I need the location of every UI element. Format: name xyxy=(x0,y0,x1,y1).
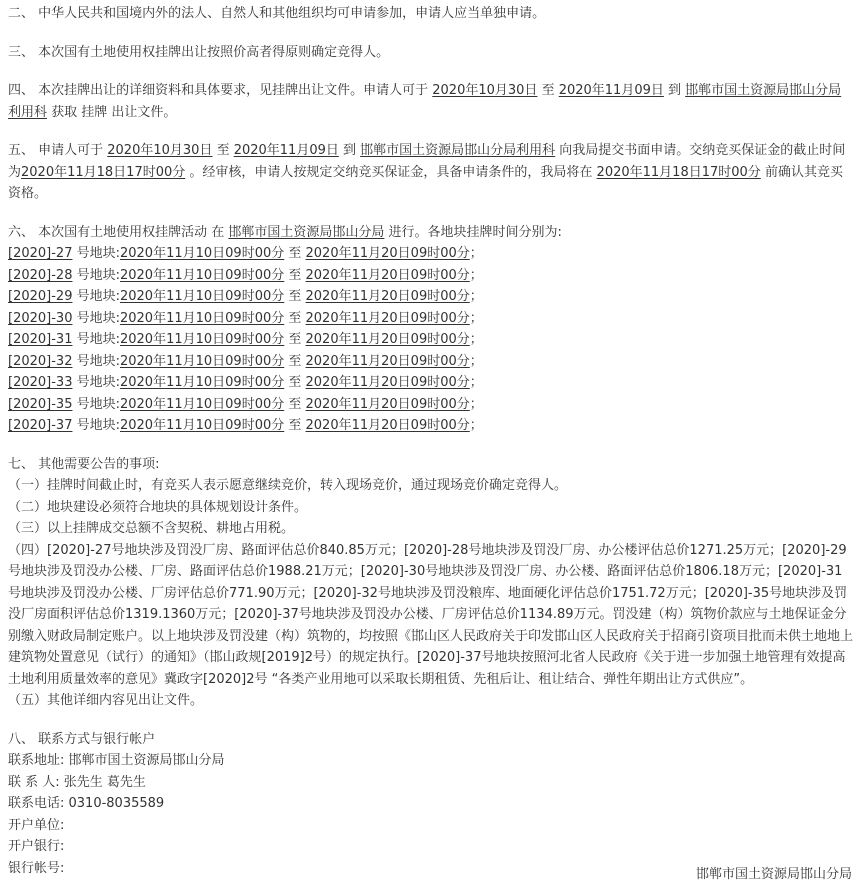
lot-start-time: 2020年11月10日09时00分 xyxy=(119,267,285,283)
section-5-tail: 前确认其竞买资格。 xyxy=(8,164,843,201)
other-item-1: （一）挂牌时间截止时，有竞买人表示愿意继续竞价，转入现场竞价，通过现场竞价确定竞得人。 xyxy=(8,478,568,493)
contact-person-value: 张先生 葛先生 xyxy=(63,774,146,790)
lot-end-mark: ； xyxy=(469,418,483,433)
contact-phone-label: 联系电话: xyxy=(8,796,69,811)
lot-end-mark: ； xyxy=(469,396,483,412)
section-4-tail: 获取 挂牌 出让文件。 xyxy=(47,104,177,120)
other-item-2: （二）地块建设必须符合地块的具体规划设计条件。 xyxy=(8,499,308,515)
list-item xyxy=(8,415,853,437)
section-5-review-text: 。经审核，申请人按规定交纳竞买保证金，具备申请条件的，我局将在 xyxy=(185,164,597,180)
lot-id: [2020]-33 xyxy=(8,375,73,390)
connector-text: 至 xyxy=(284,353,306,369)
lot-end-mark: ； xyxy=(469,353,483,369)
list-item xyxy=(8,351,853,373)
lot-end-mark: ； xyxy=(469,289,483,304)
lot-id: [2020]-27 xyxy=(8,246,73,261)
section-7 xyxy=(8,454,853,712)
application-end-date: 2020年11月09日 xyxy=(233,143,339,158)
lot-suffix: 号地块: xyxy=(72,310,120,326)
connector-text: 至 xyxy=(284,332,306,347)
lot-end-time: 2020年11月20日09时00分 xyxy=(305,332,470,347)
contact-person-label: 联 系 人: xyxy=(8,774,64,790)
connector-text: 至 xyxy=(284,418,306,433)
list-item xyxy=(8,329,853,351)
section-3 xyxy=(8,42,853,64)
connector-text: 至 xyxy=(284,310,306,326)
lot-start-time: 2020年11月10日09时00分 xyxy=(119,246,285,261)
lot-end-mark: ； xyxy=(469,332,483,347)
lot-id: [2020]-30 xyxy=(8,310,73,326)
connector-text: 至 xyxy=(284,396,306,412)
document-pickup-place: 邯郸市国土资源局邯山分局利用科 xyxy=(8,83,842,120)
lot-start-time: 2020年11月10日09时00分 xyxy=(119,375,285,390)
other-item-3: （三）以上挂牌成交总额不含契税、耕地占用税。 xyxy=(8,521,295,536)
connector-text: 到 xyxy=(663,83,686,98)
connector-text: 至 xyxy=(284,267,306,283)
lot-suffix: 号地块: xyxy=(72,267,120,283)
contact-phone-row xyxy=(8,793,853,815)
lot-id: [2020]-31 xyxy=(8,332,73,347)
announcement-body xyxy=(8,0,853,879)
section-4-text: 四、 本次挂牌出让的详细资料和具体要求，见挂牌出让文件。申请人可于 xyxy=(8,83,433,98)
list-item xyxy=(8,394,853,416)
deposit-deadline: 2020年11月18日17时00分 xyxy=(21,164,186,180)
connector-text: 至 xyxy=(284,375,306,390)
lot-id: [2020]-28 xyxy=(8,267,73,283)
account-unit-row xyxy=(8,815,853,837)
list-item xyxy=(8,286,853,308)
lot-suffix: 号地块: xyxy=(72,396,120,412)
lot-end-time: 2020年11月20日09时00分 xyxy=(305,396,470,412)
section-5-text: 五、 申请人可于 xyxy=(8,143,108,158)
document-end-date: 2020年11月09日 xyxy=(558,83,664,98)
contact-person-row xyxy=(8,772,853,794)
section-6 xyxy=(8,222,853,244)
connector-text: 到 xyxy=(338,143,361,158)
list-item xyxy=(8,308,853,330)
lot-end-time: 2020年11月20日09时00分 xyxy=(305,267,470,283)
lot-start-time: 2020年11月10日09时00分 xyxy=(119,332,285,347)
lot-schedule-list xyxy=(8,243,853,437)
lot-suffix: 号地块: xyxy=(72,375,120,390)
lot-end-time: 2020年11月20日09时00分 xyxy=(305,418,470,433)
document-start-date: 2020年10月30日 xyxy=(432,83,538,98)
application-place: 邯郸市国土资源局邯山分局利用科 xyxy=(360,143,556,158)
section-6-text: 六、 本次国有土地使用权挂牌活动 在 xyxy=(8,224,229,240)
auction-place: 邯郸市国土资源局邯山分局 xyxy=(228,224,385,240)
account-unit-label: 开户单位: xyxy=(8,817,65,833)
lot-id: [2020]-35 xyxy=(8,396,73,412)
section-2-text: 二、 中华人民共和国境内外的法人、自然人和其他组织均可申请参加，申请人应当单独申请。 xyxy=(8,6,546,21)
list-item xyxy=(8,372,853,394)
section-2 xyxy=(8,3,853,25)
lot-end-time: 2020年11月20日09时00分 xyxy=(305,310,470,326)
lot-id: [2020]-29 xyxy=(8,289,73,304)
connector-text: 至 xyxy=(212,143,234,158)
bank-account-label: 银行帐号: xyxy=(8,860,65,876)
lot-end-time: 2020年11月20日09时00分 xyxy=(305,353,470,369)
issuer-signature: 邯郸市国土资源局邯山分局 xyxy=(695,867,852,882)
contact-address-row xyxy=(8,750,853,772)
application-start-date: 2020年10月30日 xyxy=(107,143,213,158)
bank-name-label: 开户银行: xyxy=(8,839,65,854)
other-item-5: （五）其他详细内容见出让文件。 xyxy=(8,693,204,708)
contact-phone-value: 0310-8035589 xyxy=(68,796,165,811)
lot-start-time: 2020年11月10日09时00分 xyxy=(119,418,285,433)
section-8 xyxy=(8,729,853,880)
lot-id: [2020]-32 xyxy=(8,353,73,369)
lot-end-mark: ； xyxy=(469,375,483,390)
contact-address-value: 邯郸市国土资源局邯山分局 xyxy=(68,753,225,768)
connector-text: 至 xyxy=(537,83,559,98)
list-item xyxy=(8,265,853,287)
lot-end-time: 2020年11月20日09时00分 xyxy=(305,375,470,390)
lot-end-mark: ； xyxy=(469,267,483,283)
lot-end-mark: ； xyxy=(469,310,483,326)
lot-end-time: 2020年11月20日09时00分 xyxy=(305,246,470,261)
list-item xyxy=(8,243,853,265)
lot-start-time: 2020年11月10日09时00分 xyxy=(119,396,285,412)
bank-name-row xyxy=(8,836,853,858)
lot-suffix: 号地块: xyxy=(72,289,120,304)
section-3-text: 三、 本次国有土地使用权挂牌出让按照价高者得原则确定竞得人。 xyxy=(8,44,390,60)
connector-text: 至 xyxy=(284,246,306,261)
other-item-4: （四）[2020]-27号地块涉及罚没厂房、路面评估总价840.85万元；[2020]-28号地块涉及罚没厂房、办公楼评估总价1271.25万元；[2020]-29号地块涉及罚没办公楼、厂房、路面评估总价1988.21万元；[2020]-30号地块涉及罚没厂房、办公楼、路面评估总价1806.18万元；[2020]-31号地块涉及罚没办公楼、厂房评估总价771.90万元；[2020]-32号地块涉及罚没粮库、地面硬化评估总价1751.72万元；[2020]-35号地块涉及罚没厂房面积评估总价1319.1360万元；[2020]-37号地块涉及罚没办公楼、厂房评估总价1134.89万元。罚没建（构）筑物价款应与土地保证金分别缴入财政局制定账户。以上地块涉及罚没建（构）筑物的，均按照《邯山区人民政府关于印发邯山区人民政府关于招商引资项目批而未供土地地上建筑物处置意见（试行）的通知》（邯山政规[2019]2号）的规定执行。[2020]-37号地块按照河北省人民政府《关于进一步加强土地管理有效提高土地利用质量效率的意见》冀政字[2020]2号 “各类产业用地可以采取长期租赁、先租后让、租让结合、弹性年期出让方式供应”。 xyxy=(8,542,854,687)
lot-suffix: 号地块: xyxy=(72,332,120,347)
section-5-deposit-text: 向我局提交书面申请。交纳竞买保证金的截止时间为 xyxy=(8,143,846,180)
lot-start-time: 2020年11月10日09时00分 xyxy=(119,310,285,326)
lot-end-mark: ； xyxy=(469,246,483,261)
lot-suffix: 号地块: xyxy=(72,353,120,369)
section-6-tail: 进行。各地块挂牌时间分别为: xyxy=(384,224,562,240)
section-5 xyxy=(8,140,853,205)
lot-start-time: 2020年11月10日09时00分 xyxy=(119,289,285,304)
lot-start-time: 2020年11月10日09时00分 xyxy=(119,353,285,369)
lot-end-time: 2020年11月20日09时00分 xyxy=(305,289,470,304)
lot-suffix: 号地块: xyxy=(72,418,120,433)
lot-suffix: 号地块: xyxy=(72,246,120,261)
section-4 xyxy=(8,80,853,123)
qualification-confirm-time: 2020年11月18日17时00分 xyxy=(596,164,761,180)
lot-id: [2020]-37 xyxy=(8,418,73,433)
section-7-title: 七、 其他需要公告的事项: xyxy=(8,456,160,472)
contact-address-label: 联系地址: xyxy=(8,753,69,768)
connector-text: 至 xyxy=(284,289,306,304)
section-8-title: 八、 联系方式与银行帐户 xyxy=(8,731,156,747)
